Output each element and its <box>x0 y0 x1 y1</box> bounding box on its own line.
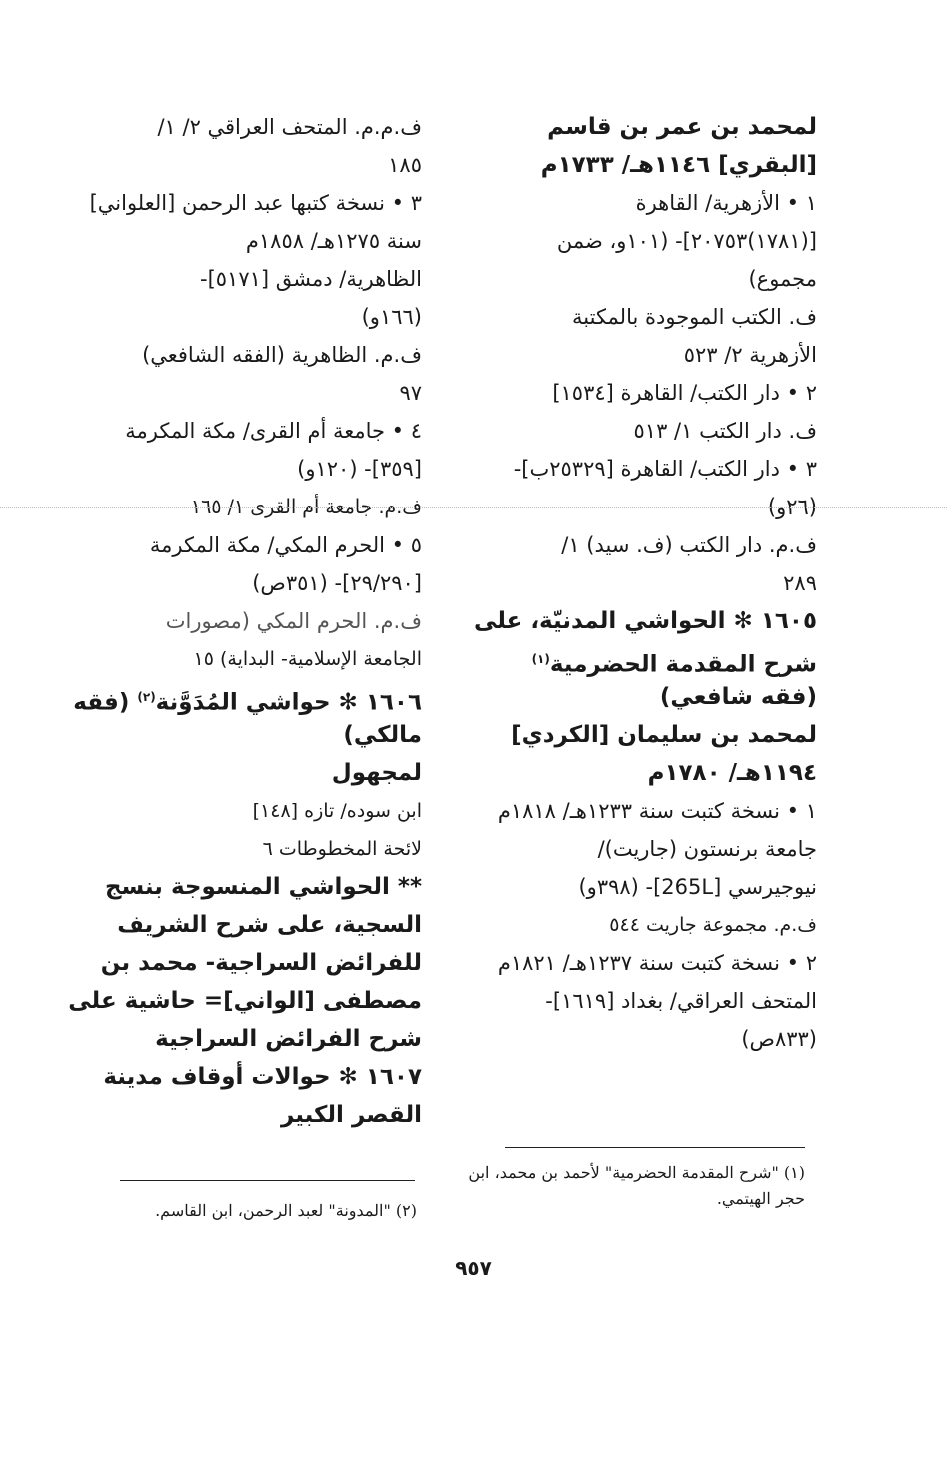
left_column-line <box>246 226 422 256</box>
right_column-line <box>498 948 817 978</box>
right_column-line <box>514 454 817 484</box>
right_column-line <box>547 112 817 142</box>
footnote-1 <box>465 1160 805 1212</box>
right_column-line <box>532 644 817 680</box>
right_column-line-text: (فقه شافعي) <box>659 684 817 710</box>
right-column <box>467 112 817 1082</box>
left-footnote-rule <box>120 1180 415 1181</box>
footnote-2 <box>117 1198 417 1224</box>
right_column-line <box>545 986 817 1016</box>
left_column-line-text: ١٦٠٦ ✻ حواشي المُدَوَّنة <box>155 689 422 716</box>
left_column-line <box>125 416 422 446</box>
left_column-line-text: ابن سوده/ تازه [١٤٨] <box>252 800 422 822</box>
right_column-line-text: ١١٩٤هـ/ ١٧٨٠م <box>647 760 817 786</box>
right_column-line-text: ١ • نسخة كتبت سنة ١٢٣٣هـ/ ١٨١٨م <box>497 799 817 823</box>
right_column-line-text: ف.م. دار الكتب (ف. سيد) ١/ <box>561 533 817 557</box>
right_column-line <box>684 340 817 370</box>
right_column-line <box>660 682 817 712</box>
right_column-line-text: [(١٧٨١)٢٠٧٥٣]- (١٠١و، ضمن <box>556 229 817 253</box>
page-number: ٩٥٧ <box>455 1256 492 1280</box>
left_column-line <box>157 112 422 142</box>
left_column-line-text: ١٨٥ <box>388 153 422 177</box>
left_column-line-text: ٥ • الحرم المكي/ مكة المكرمة <box>149 533 422 557</box>
left_column-line-text: لائحة المخطوطات ٦ <box>262 838 422 860</box>
left_column-line-text: مصطفى [الواني]= حاشية على <box>68 988 422 1014</box>
left_column-line-text: ف.م. جامعة أم القرى ١/ ١٦٥ <box>190 496 422 518</box>
right_column-line <box>511 720 817 750</box>
right_column-line-text: لمحمد بن سليمان [الكردي] <box>511 722 817 748</box>
left_column-line <box>68 986 422 1016</box>
left_column-line-text: ٩٧ <box>399 381 422 405</box>
footnote-1-line-1: (١) "شرح المقدمة الحضرمية" لأحمد بن محمد، ابن <box>468 1163 805 1182</box>
footnote-marker: (٢) <box>137 690 156 704</box>
left_column-line-text: السجية، على شرح الشريف <box>117 912 422 938</box>
left_column-line-tail: (فقه <box>73 689 138 716</box>
left_column-line <box>343 720 422 750</box>
right_column-line <box>741 1024 817 1054</box>
left-column <box>68 112 422 1172</box>
right_column-line-text: ف. دار الكتب ١/ ٥١٣ <box>633 419 817 443</box>
right_column-line-text: ف. الكتب الموجودة بالمكتبة <box>572 305 817 329</box>
right_column-line-text: نيوجيرسي [265L]- (٣٩٨و) <box>578 875 817 899</box>
right_column-line <box>609 910 817 940</box>
left_column-line-text: [٣٥٩]- (١٢٠و) <box>297 457 422 481</box>
right_column-line-text: ٣ • دار الكتب/ القاهرة [٢٥٣٢٩ب]- <box>513 457 817 481</box>
right_column-line <box>557 226 817 256</box>
right_column-line <box>648 758 817 788</box>
left_column-line-text: ** الحواشي المنسوجة بنسج <box>104 874 422 900</box>
right_column-line <box>552 378 817 408</box>
center-dotted-divider <box>0 507 947 508</box>
left_column-line <box>194 644 422 674</box>
right_column-line-text: ٢ • نسخة كتبت سنة ١٢٣٧هـ/ ١٨٢١م <box>497 951 817 975</box>
left_column-line-text: الجامعة الإسلامية- البداية) ١٥ <box>193 648 422 670</box>
left_column-line <box>297 454 422 484</box>
right_column-line <box>636 188 817 218</box>
left_column-line-text: [٢٩/٢٩٠]- (٣٥١ص) <box>252 571 422 595</box>
left_column-line-text: سنة ١٢٧٥هـ/ ١٨٥٨م <box>245 229 422 253</box>
left_column-line <box>263 834 422 864</box>
right_column-line-text: ٢ • دار الكتب/ القاهرة [١٥٣٤] <box>552 381 817 405</box>
right_column-line <box>748 264 817 294</box>
right_column-line <box>634 416 817 446</box>
left_column-line <box>117 910 422 940</box>
right_column-line-text: مجموع) <box>748 267 817 291</box>
right_column-line-text: (٨٣٣ص) <box>741 1027 817 1051</box>
right_column-line <box>783 568 817 598</box>
right_column-line <box>578 872 817 902</box>
right_column-line-text: (٢٦و) <box>767 495 817 519</box>
left_column-line <box>362 302 422 332</box>
left_column-line-text: شرح الفرائض السراجية <box>155 1026 422 1052</box>
right_column-line <box>572 302 817 332</box>
left_column-line <box>252 568 422 598</box>
right_column-line <box>541 150 817 180</box>
right_column-line-text: ١٦٠٥ ✻ الحواشي المدنيّة، على <box>473 608 817 634</box>
left_column-line <box>388 150 422 180</box>
left_column-line <box>142 340 422 370</box>
left_column-line <box>103 1062 422 1092</box>
footnote-2-line-1: (٢) "المدونة" لعبد الرحمن، ابن القاسم. <box>155 1201 417 1220</box>
right_column-line <box>598 834 817 864</box>
right_column-line-text: شرح المقدمة الحضرمية <box>549 651 817 678</box>
footnote-marker: (١) <box>531 652 550 666</box>
right_column-line <box>498 796 817 826</box>
right_column-line-text: ف.م. مجموعة جاريت ٥٤٤ <box>609 914 817 936</box>
right_column-line-text: جامعة برنستون (جاريت)/ <box>597 837 817 861</box>
right_column-line <box>561 530 817 560</box>
left_column-line <box>166 606 422 636</box>
left_column-line-text: لمجهول <box>331 760 422 786</box>
right-footnote-rule <box>505 1147 805 1148</box>
left_column-line-text: القصر الكبير <box>280 1102 422 1128</box>
footnote-1-line-2: حجر الهيتمي. <box>716 1189 805 1208</box>
left_column-line-text: ١٦٠٧ ✻ حوالات أوقاف مدينة <box>103 1064 422 1090</box>
left_column-line <box>332 758 422 788</box>
right_column-line-text: [البقري] ١١٤٦هـ/ ١٧٣٣م <box>540 152 817 178</box>
right_column-line-text: المتحف العراقي/ بغداد [١٦١٩]- <box>545 989 817 1013</box>
right_column-line-text: ٢٨٩ <box>783 571 817 595</box>
left_column-line-text: ف.م. الحرم المكي (مصورات <box>165 609 422 633</box>
right_column-line-text: الأزهرية ٢/ ٥٢٣ <box>683 343 817 367</box>
left_column-line-text: الظاهرية/ دمشق [٥١٧١]- <box>200 267 422 291</box>
left_column-line-text: مالكي) <box>343 722 422 748</box>
left_column-line <box>73 682 422 718</box>
left_column-line-text: ٤ • جامعة أم القرى/ مكة المكرمة <box>125 419 422 443</box>
right_column-line-text: ١ • الأزهرية/ القاهرة <box>635 191 817 215</box>
left_column-line <box>105 872 422 902</box>
left_column-line-text: ٣ • نسخة كتبها عبد الرحمن [العلواني] <box>89 191 422 215</box>
left_column-line <box>281 1100 422 1130</box>
left_column-line <box>253 796 422 826</box>
right_column-line-text: لمحمد بن عمر بن قاسم <box>547 114 817 140</box>
left_column-line <box>150 530 422 560</box>
right_column-line <box>474 606 817 636</box>
left_column-line <box>200 264 422 294</box>
left_column-line <box>399 378 422 408</box>
left_column-line <box>90 188 422 218</box>
left_column-line <box>155 1024 422 1054</box>
left_column-line-text: ف.م.م. المتحف العراقي ٢/ ١/ <box>157 115 422 139</box>
left_column-line-text: للفرائض السراجية- محمد بن <box>100 950 422 976</box>
left_column-line-text: ف.م. الظاهرية (الفقه الشافعي) <box>142 343 422 367</box>
left_column-line <box>101 948 422 978</box>
left_column-line-text: (١٦٦و) <box>361 305 422 329</box>
